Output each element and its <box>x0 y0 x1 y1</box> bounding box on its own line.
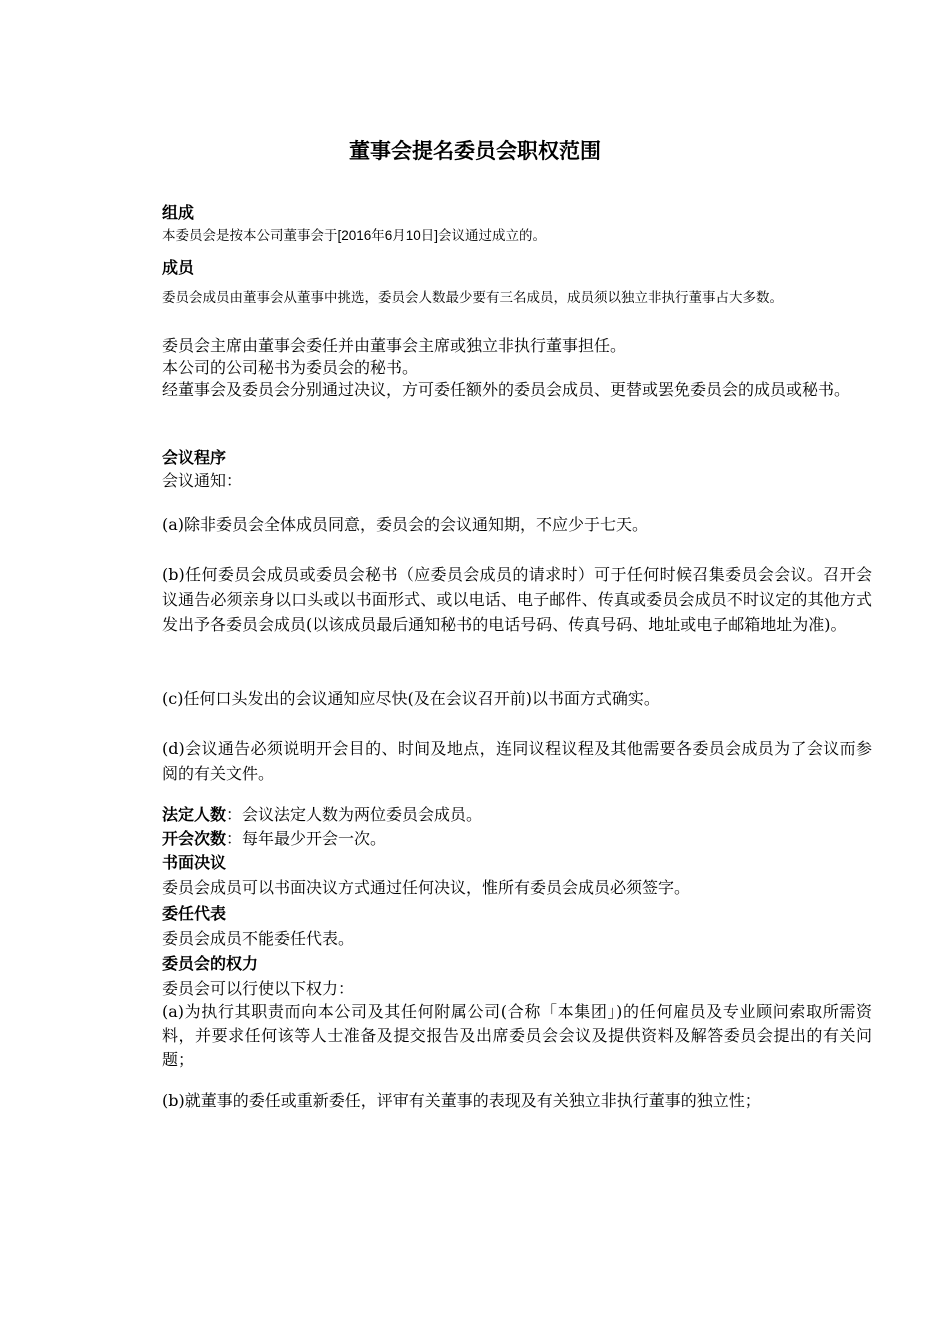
proxy-text: 委员会成员不能委任代表。 <box>162 929 355 948</box>
heading-proxy: 委任代表 <box>162 904 227 923</box>
powers-item-a: (a)为执行其职责而向本公司及其任何附属公司(合称「本集团」)的任何雇员及专业顾问索取所需资料，并要求任何该等人士准备及提交报告及出席委员会会议及提供资料及解答委员会提出的有关问题； <box>162 1002 872 1069</box>
heading-procedure: 会议程序 <box>162 448 227 467</box>
notice-label: 会议通知： <box>162 471 243 490</box>
quorum-line <box>162 803 872 827</box>
written-resolution-text: 委员会成员可以书面决议方式通过任何决议，惟所有委员会成员必须签字。 <box>162 878 691 897</box>
quorum-text: ：会议法定人数为两位委员会成员。 <box>226 805 483 824</box>
members-paragraph-2: 委员会主席由董事会委任并由董事会主席或独立非执行董事担任。 <box>162 336 627 355</box>
members-paragraph-3: 本公司的公司秘书为委员会的秘书。 <box>162 358 419 377</box>
procedure-item-c: (c)任何口头发出的会议通知应尽快(及在会议召开前)以书面方式确实。 <box>162 689 660 708</box>
procedure-item-b: (b)任何委员会成员或委员会秘书（应委员会成员的请求时）可于任何时候召集委员会会议。召开会议通告必须亲身以口头或以书面形式、或以电话、电子邮件、传真或委员会成员不时议定的其他方式发出予各委员会成员(以该成员最后通知秘书的电话号码、传真号码、地址或电子邮箱地址为准)。 <box>162 565 872 634</box>
heading-composition: 组成 <box>162 203 195 222</box>
procedure-item-a: (a)除非委员会全体成员同意，委员会的会议通知期，不应少于七天。 <box>162 515 649 534</box>
document-title: 董事会提名委员会职权范围 <box>349 139 601 163</box>
composition-text: 本委员会是按本公司董事会于[2016年6月10日]会议通过成立的。 <box>162 228 547 243</box>
quorum-label: 法定人数 <box>162 805 227 824</box>
procedure-item-d: (d)会议通告必须说明开会目的、时间及地点，连同议程议程及其他需要各委员会成员为了会议而参阅的有关文件。 <box>162 739 872 783</box>
members-paragraph-1: 委员会成员由董事会从董事中挑选，委员会人数最少要有三名成员，成员须以独立非执行董事占大多数。 <box>162 290 783 305</box>
powers-item-b: (b)就董事的委任或重新委任，评审有关董事的表现及有关独立非执行董事的独立性； <box>162 1091 761 1110</box>
heading-powers: 委员会的权力 <box>162 954 259 973</box>
members-paragraph-4: 经董事会及委员会分别通过决议，方可委任额外的委员会成员、更替或罢免委员会的成员或秘书。 <box>162 380 851 399</box>
frequency-line <box>162 827 872 851</box>
heading-written-resolution: 书面决议 <box>162 853 227 872</box>
heading-members: 成员 <box>162 258 195 277</box>
powers-intro: 委员会可以行使以下权力： <box>162 979 355 998</box>
frequency-label: 开会次数 <box>162 829 227 848</box>
frequency-text: ：每年最少开会一次。 <box>226 829 387 848</box>
